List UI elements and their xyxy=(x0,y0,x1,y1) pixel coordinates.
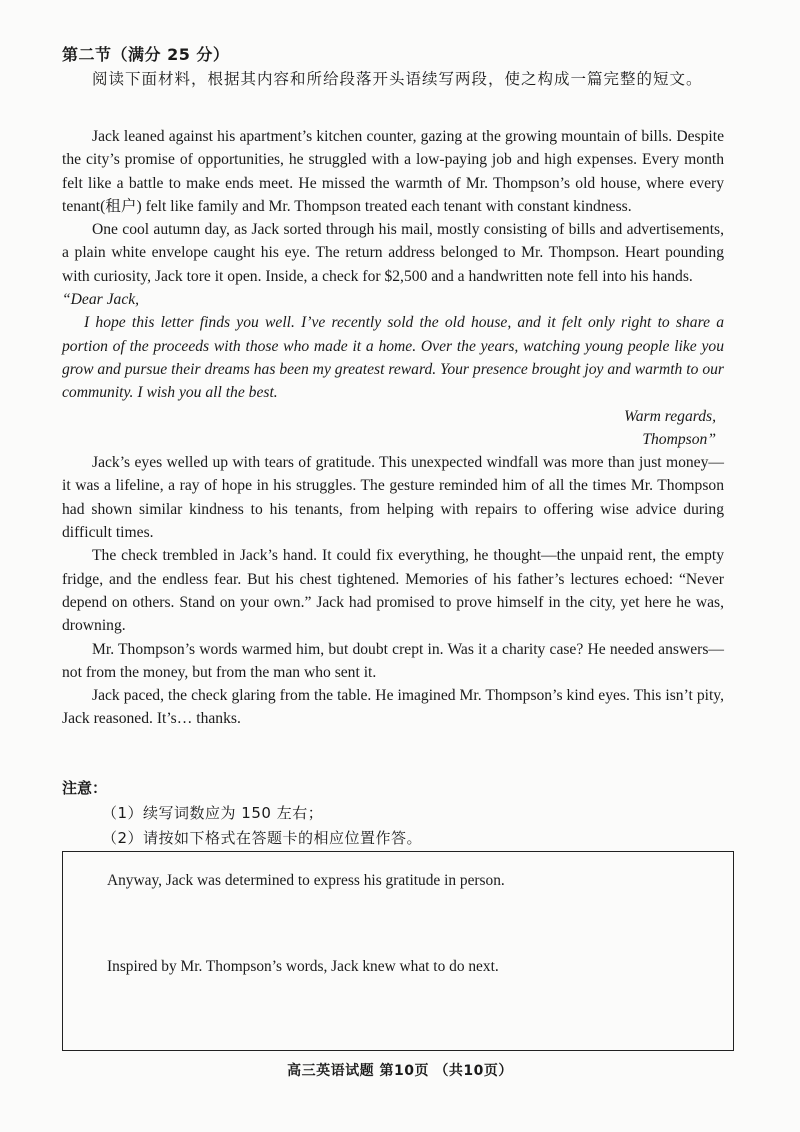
answer-prompt-1: Anyway, Jack was determined to express his gratitude in person. xyxy=(107,872,505,889)
letter-closing: Warm regards, xyxy=(624,407,716,425)
page-footer: 高三英语试题 第10页 （共10页） xyxy=(287,1063,513,1079)
section-instructions: 阅读下面材料，根据其内容和所给段落开头语续写两段，使之构成一篇完整的短文。 xyxy=(92,70,703,88)
note-item-2: （2）请按如下格式在答题卡的相应位置作答。 xyxy=(102,829,423,847)
story-paragraph-6: Jack paced, the check glaring from the table. He imagined Mr. Thompson’s kind eyes. This isn’t pity, Jack reasoned. It’s… thanks. xyxy=(62,687,724,728)
letter-signature: Thompson” xyxy=(642,430,716,448)
story-paragraph-5: Mr. Thompson’s words warmed him, but doubt crept in. Was it a charity case? He needed answers—not from the money, but from the man who sent it. xyxy=(62,640,724,681)
notes-section xyxy=(62,776,422,851)
story-paragraph-3: Jack’s eyes welled up with tears of gratitude. This unexpected windfall was more than just money—it was a lifeline, a ray of hope in his struggles. The gesture reminded him of all the times Mr. Thompson had shown similar kindness to his tenants, from helping with repairs to offering wise advice during difficult times. xyxy=(62,454,724,542)
notes-heading: 注意： xyxy=(62,779,108,797)
answer-box xyxy=(62,851,734,1051)
answer-prompt-2: Inspired by Mr. Thompson’s words, Jack knew what to do next. xyxy=(107,958,499,975)
letter-salutation: “Dear Jack, xyxy=(62,291,140,309)
story-passage xyxy=(62,125,724,731)
note-item-1: （1）续写词数应为 150 左右； xyxy=(102,804,324,822)
section-title: 第二节（满分 25 分） xyxy=(62,45,230,64)
story-paragraph-1: Jack leaned against his apartment’s kitchen counter, gazing at the growing mountain of bills. Despite the city’s promise of opportunities, he struggled with a low-paying job and high expenses. Every month felt like a battle to make ends meet. He missed the warmth of Mr. Thompson’s old house, where every tenant(租户) felt like family and Mr. Thompson treated each tenant with constant kindness. xyxy=(62,128,724,215)
story-paragraph-2: One cool autumn day, as Jack sorted through his mail, mostly consisting of bills and advertisements, a plain white envelope caught his eye. The return address belonged to Mr. Thompson. Heart pounding with curiosity, Jack tore it open. Inside, a check for $2,500 and a handwritten note fell into his hands. xyxy=(62,221,724,285)
letter-body: I hope this letter finds you well. I’ve recently sold the old house, and it felt only right to share a portion of the proceeds with those who made it a home. Over the years, watching young people like you grow and pursue their dreams has been my greatest reward. Your presence brought joy and warmth to our community. I wish you all the best. xyxy=(62,314,724,402)
story-paragraph-4: The check trembled in Jack’s hand. It could fix everything, he thought—the unpaid rent, the empty fridge, and the endless fear. But his chest tightened. Memories of his father’s lectures echoed: “Never depend on others. Stand on your own.” Jack had promised to prove himself in the city, yet here he was, drowning. xyxy=(62,547,724,635)
